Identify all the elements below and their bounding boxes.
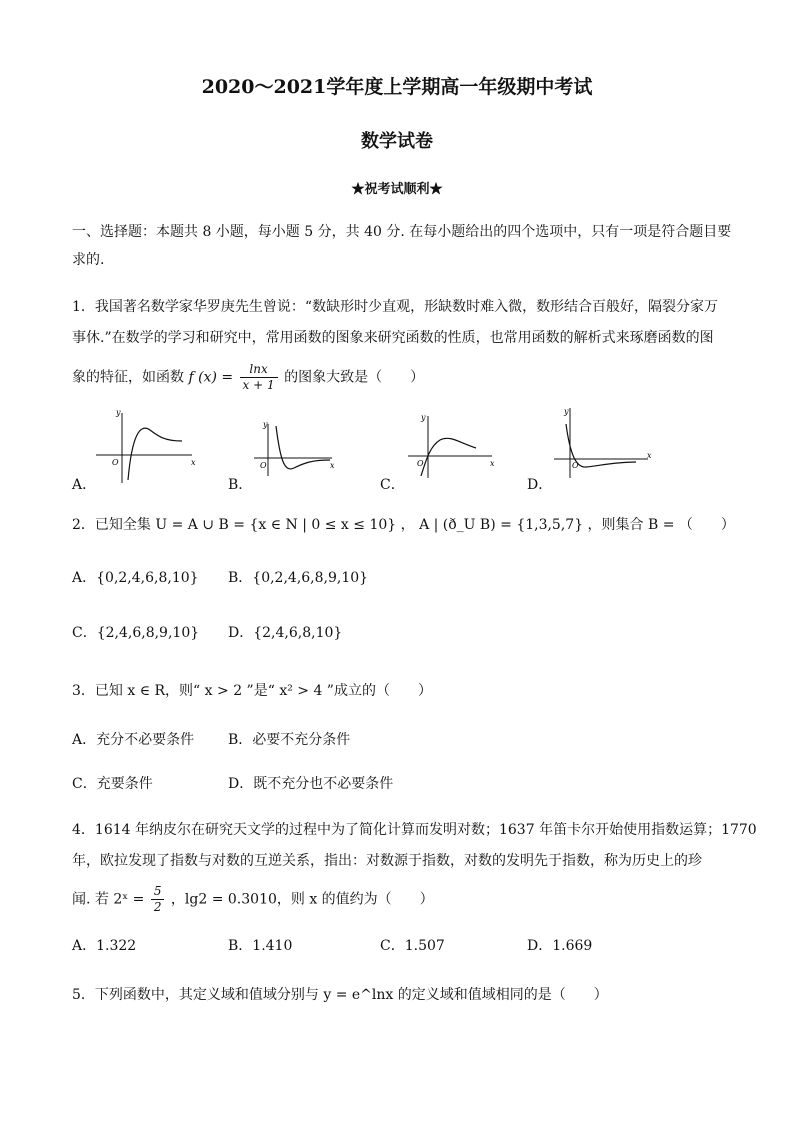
q4-fraction <box>151 884 165 915</box>
axis-x-label: x <box>647 451 652 460</box>
q4-line3-post: ，lg2 = 0.3010，则 x 的值约为（ ） <box>170 891 434 908</box>
q4-option-b[interactable] <box>228 936 292 956</box>
option-text: {0,2,4,6,8,9,10} <box>252 570 369 586</box>
q1-graph-d <box>552 404 656 480</box>
option-text: {2,4,6,8,10} <box>253 625 343 641</box>
axis-x-label: x <box>330 461 335 470</box>
q2-option-a[interactable] <box>72 568 199 588</box>
curve <box>421 438 476 476</box>
option-text: 充分不必要条件 <box>96 732 195 748</box>
origin-label: O <box>417 459 424 468</box>
q4-option-c[interactable] <box>380 936 445 956</box>
option-label: D． <box>228 625 254 641</box>
axis-x-label: x <box>191 458 196 467</box>
option-text: 1.410 <box>252 938 293 954</box>
q1-option-c-label[interactable]: C． <box>380 477 405 493</box>
option-label: A． <box>72 570 97 586</box>
option-label: C． <box>72 625 97 641</box>
q1-line3-post: 的图象大致是（ ） <box>284 369 425 386</box>
option-label: D． <box>228 776 254 792</box>
q3-option-c[interactable] <box>72 774 153 794</box>
axis-y-label: y <box>564 407 569 416</box>
option-text: {0,2,4,6,8,10} <box>96 570 199 586</box>
axis-y-label: y <box>263 420 268 429</box>
q4-frac-num: 5 <box>151 884 165 900</box>
q1-option-b-label[interactable]: B． <box>228 477 253 493</box>
q2-option-b[interactable] <box>228 568 368 588</box>
origin-label: O <box>112 458 119 467</box>
option-text: 1.669 <box>552 938 593 954</box>
q4-line3 <box>72 884 732 915</box>
q4-option-a[interactable] <box>72 936 136 956</box>
axis-x-label: x <box>490 459 495 468</box>
origin-label: O <box>572 461 579 470</box>
option-text: 1.507 <box>404 938 445 954</box>
axis-y-label: y <box>421 413 426 422</box>
q1-line3-pre: 象的特征，如函数 <box>72 369 184 386</box>
q2-option-d[interactable] <box>228 623 342 643</box>
option-label: A． <box>72 938 97 954</box>
q3-option-b[interactable] <box>228 730 350 750</box>
q3-stem: 3．已知 x ∈ R，则“ x > 2 ”是“ x² > 4 ”成立的（ ） <box>72 683 432 699</box>
q1-option-d-label[interactable]: D． <box>527 477 553 493</box>
option-label: C． <box>72 776 97 792</box>
q3-option-a[interactable] <box>72 730 194 750</box>
option-label: B． <box>228 732 253 748</box>
option-text: 充要条件 <box>96 776 153 792</box>
q1-graph-c <box>404 410 500 480</box>
q1-fraction <box>240 362 278 393</box>
q4-line2: 年，欧拉发现了指数与对数的互逆关系，指出：对数源于指数，对数的发明先于指数，称为历史上的珍 <box>72 853 702 869</box>
q3-option-d[interactable] <box>228 774 393 794</box>
option-text: 必要不充分条件 <box>252 732 351 748</box>
option-text: {2,4,6,8,9,10} <box>96 625 200 641</box>
q1-line2: 事休.”在数学的学习和研究中，常用函数的图象来研究函数的性质，也常用函数的解析式来琢磨函数的图 <box>72 330 714 346</box>
q5-stem: 5．下列函数中，其定义域和值域分别与 y = e^lnx 的定义域和值域相同的是（ ） <box>72 987 608 1003</box>
q1-graph-b <box>250 418 340 478</box>
exam-title: 2020～2021学年度上学期高一年级期中考试 <box>201 76 593 98</box>
q4-line3-pre: 闻. 若 2ˣ = <box>72 891 145 908</box>
section-instruction-line2: 求的. <box>72 252 105 268</box>
q4-frac-den: 2 <box>153 900 162 914</box>
option-label: C． <box>380 938 405 954</box>
q1-frac-num: lnx <box>240 362 278 378</box>
q1-option-a-label[interactable]: A． <box>72 477 97 493</box>
subject-title: 数学试卷 <box>361 131 433 152</box>
option-label: D． <box>527 938 553 954</box>
curve <box>276 426 330 469</box>
q1-frac-den: x + 1 <box>242 378 275 392</box>
origin-label: O <box>260 461 267 470</box>
option-text: 既不充分也不必要条件 <box>253 776 394 792</box>
q1-func-name: f (x) = <box>188 369 234 386</box>
q1-line1: 1．我国著名数学家华罗庚先生曾说：“数缺形时少直观，形缺数时难入微，数形结合百般好，隔裂分家万 <box>72 299 719 315</box>
option-label: A． <box>72 732 97 748</box>
axis-y-label: y <box>116 408 121 417</box>
option-label: B． <box>228 570 253 586</box>
q2-stem: 2．已知全集 U = A ∪ B = {x ∈ N | 0 ≤ x ≤ 10} ， A | (ð_U B) = {1,3,5,7} ，则集合 B = （ ） <box>72 517 735 533</box>
q1-graph-a <box>92 405 202 485</box>
q1-line3 <box>72 362 732 393</box>
section-instruction-line1: 一、选择题：本题共 8 小题，每小题 5 分，共 40 分. 在每小题给出的四个选项中，只有一项是符合题目要 <box>72 224 732 240</box>
curve <box>128 428 182 480</box>
q2-option-c[interactable] <box>72 623 199 643</box>
q4-line1: 4．1614 年纳皮尔在研究天文学的过程中为了简化计算而发明对数；1637 年笛卡尔开始使用指数运算；1770 <box>72 822 757 838</box>
option-text: 1.322 <box>96 938 137 954</box>
wish-line: ★祝考试顺利★ <box>351 182 443 197</box>
q4-option-d[interactable] <box>527 936 592 956</box>
option-label: B． <box>228 938 253 954</box>
